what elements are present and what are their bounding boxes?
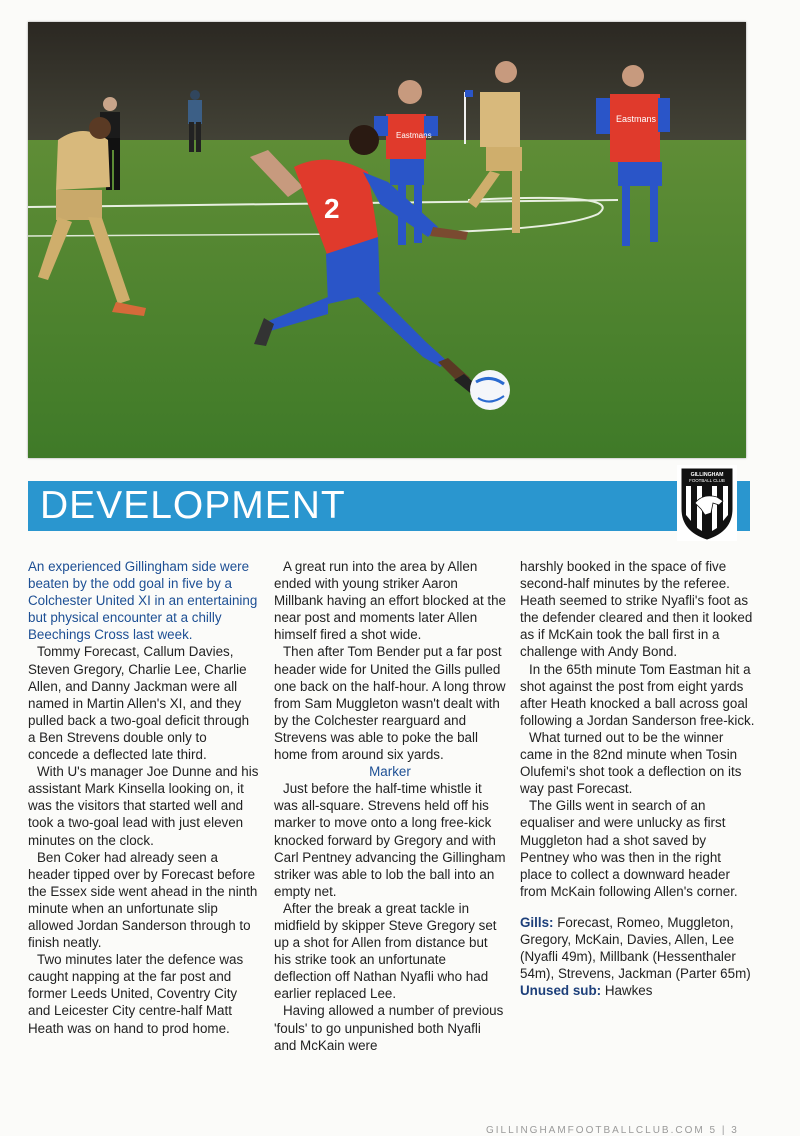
paragraph: What turned out to be the winner came in the 82nd minute when Tosin Olufemi's shot took a deflection on its way past Forecast.: [520, 729, 742, 797]
unused-sub-text: Hawkes: [601, 983, 653, 999]
paragraph: Just before the half-time whistle it was all-square. Strevens held off his marker to move onto a long free-kick knocked forward by Gregory and with Carl Pentney advancing the Gillingham striker was able to lob the ball into an empty net.: [274, 781, 506, 899]
paragraph: With U's manager Joe Dunne and his assistant Mark Kinsella looking on, it was the visitors that started well and took a two-goal lead with just eleven minutes on the clock.: [28, 764, 259, 848]
svg-text:Eastmans: Eastmans: [616, 114, 657, 124]
section-banner: [28, 481, 750, 531]
section-title: DEVELOPMENT: [40, 484, 346, 527]
paragraph: After the break a great tackle in midfield by skipper Steve Gregory set up a shot for Allen from distance but his strike took an unfortunate deflection off Nathan Nyafli who had earlier replaced Lee.: [274, 900, 497, 1002]
svg-text:Eastmans: Eastmans: [396, 131, 432, 140]
subheading: Marker: [369, 764, 411, 780]
match-photo: [28, 22, 746, 458]
article-column-2: [274, 558, 506, 1054]
lineup-subs: [520, 982, 756, 999]
svg-text:FOOTBALL CLUB: FOOTBALL CLUB: [689, 478, 725, 483]
paragraph: In the 65th minute Tom Eastman hit a shot against the post from eight yards after Heath knocked a ball across goal following a Jordan Sanderson free-kick.: [520, 661, 755, 728]
lineup-text: Forecast, Romeo, Muggleton, Gregory, McKain, Davies, Allen, Lee (Nyafli 49m), Millbank (Hessenthaler 54m), Strevens, Jackman (Parter 65m): [520, 914, 751, 982]
unused-sub-label: Unused sub:: [520, 983, 602, 999]
football: [470, 370, 510, 410]
lineup-label: Gills:: [520, 914, 554, 930]
intro-paragraph: An experienced Gillingham side were beaten by the odd goal in five by a Colchester United XI in an entertaining but physical encounter at a chilly Beechings Cross last week.: [28, 559, 258, 643]
paragraph: Tommy Forecast, Callum Davies, Steven Gregory, Charlie Lee, Charlie Allen, and Danny Jackman were all named in Martin Allen's XI, and they pulled back a two-goal deficit through a Ben Strevens double only to concede a deflected late third.: [28, 644, 250, 763]
paragraph: Then after Tom Bender put a far post header wide for United the Gills pulled one back on the half-hour. A long throw from Sam Muggleton wasn't dealt with by the Colchester rearguard and Strevens was able to poke the ball home from around six yards.: [274, 644, 506, 763]
gillingham-crest-icon: [677, 465, 737, 541]
paragraph: A great run into the area by Allen ended with young striker Aaron Millbank having an effort blocked at the near post and moments later Allen himself fired a shot wide.: [274, 559, 507, 643]
paragraph: The Gills went in search of an equaliser and were unlucky as first Muggleton had a shot saved by Pentney who was then in the right place to collect a downward header from McKain following Allen's corner.: [520, 798, 738, 899]
article-column-1: [28, 558, 260, 1037]
lineup-gills: [520, 914, 756, 982]
paragraph: harshly booked in the space of five second-half minutes by the referee. Heath seemed to strike Nyafli's foot as the defender cleared and then it looked as if McKain took the ball first in a challenge with Andy Bond.: [520, 559, 753, 660]
paragraph: Having allowed a number of previous 'fouls' to go unpunished both Nyafli and McKain were: [274, 1003, 504, 1053]
article-column-3: [520, 558, 756, 999]
svg-text:2: 2: [324, 193, 340, 224]
footer-url: GILLINGHAMFOOTBALLCLUB.COM 5 | 3: [486, 1125, 739, 1136]
svg-text:GILLINGHAM: GILLINGHAM: [690, 472, 724, 478]
paragraph: Ben Coker had already seen a header tipped over by Forecast before the Essex side went ahead in the ninth minute when an unfortunate slip allowed Jordan Sanderson through to finish neatly.: [28, 849, 258, 951]
paragraph: Two minutes later the defence was caught napping at the far post and former Leeds United, Coventry City and Leicester City centre-half Matt Heath was on hand to prod home.: [28, 952, 244, 1036]
